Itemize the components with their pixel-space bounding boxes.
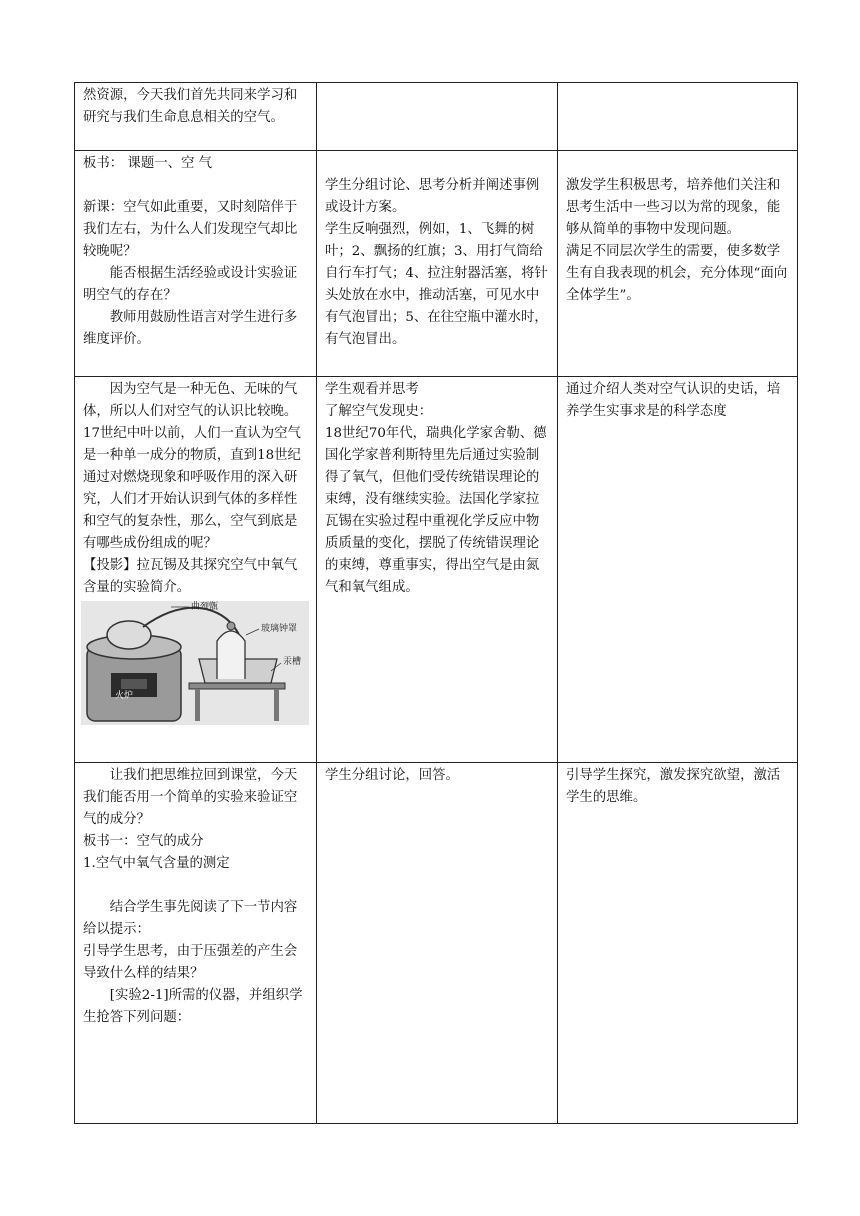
paragraph: 然资源，今天我们首先共同来学习和研究与我们生命息息相关的空气。 — [83, 88, 298, 125]
student-activity-cell — [317, 763, 558, 1124]
bell-jar-label: 玻璃钟罩 — [261, 624, 298, 634]
teacher-activity-cell — [75, 151, 317, 377]
paragraph: 学生观看并思考 — [325, 382, 419, 397]
table-row — [75, 83, 798, 151]
paragraph: 通过介绍人类对空气认识的史话，培养学生实事求是的科学态度 — [566, 382, 781, 419]
student-activity-cell — [317, 83, 558, 151]
paragraph: [实验2-1]所需的仪器，并组织学生抢答下列问题： — [83, 988, 303, 1025]
student-activity-cell — [317, 151, 558, 377]
design-intent-cell — [558, 83, 798, 151]
board-title: 板书一：空气的成分 — [83, 834, 204, 849]
teacher-activity-cell — [75, 763, 317, 1124]
retort-label: 曲颈甑 — [191, 602, 219, 612]
paragraph: 让我们把思维拉回到课堂，今天我们能否用一个简单的实验来验证空气的成分？ — [83, 768, 298, 827]
teacher-activity-cell — [75, 377, 317, 763]
design-intent-cell — [558, 763, 798, 1124]
apparatus-drawing — [81, 601, 309, 725]
board-title: 板书： 课题一、空 气 — [83, 156, 213, 171]
paragraph: 1.空气中氧气含量的测定 — [83, 856, 230, 871]
furnace-label: 火炉 — [115, 691, 134, 701]
design-intent-cell — [558, 377, 798, 763]
design-intent-cell — [558, 151, 798, 377]
paragraph: 新课：空气如此重要，又时刻陪伴于我们左右，为什么人们发现空气却比较晚呢？ — [83, 200, 298, 259]
paragraph: 因为空气是一种无色、无味的气体，所以人们对空气的认识比较晚。17世纪中叶以前，人们一直认为空气是一种单一成分的物质，直到18世纪通过对燃烧现象和呼吸作用的深入研究，人们才开始认识到气体的多样性和空气的复杂性，那么，空气到底是有哪些成份组成的呢？ — [83, 382, 301, 551]
lesson-plan-table — [74, 82, 798, 1124]
paragraph: 学生反响强烈，例如，1、飞舞的树叶；2、飘扬的红旗；3、用打气筒给自行车打气；4、拉注射器活塞，将针头处放在水中，推动活塞，可见水中有气泡冒出；5、在往空瓶中灌水时，有气泡冒出。 — [325, 222, 548, 347]
table-row — [75, 151, 798, 377]
paragraph: 教师用鼓励性语言对学生进行多维度评价。 — [83, 310, 298, 347]
paragraph: 【投影】拉瓦锡及其探究空气中氧气含量的实验简介。 — [83, 558, 298, 595]
spacer — [83, 875, 308, 897]
table-row — [75, 763, 798, 1124]
student-activity-cell — [317, 377, 558, 763]
paragraph: 满足不同层次学生的需要，使多数学生有自我表现的机会，充分体现“面向全体学生”。 — [566, 244, 788, 303]
paragraph: 能否根据生活经验或设计实验证明空气的存在？ — [83, 266, 298, 303]
paragraph: 学生分组讨论、思考分析并阐述事例或设计方案。 — [325, 178, 540, 215]
paragraph: 了解空气发现史： — [325, 404, 433, 419]
teacher-activity-cell — [75, 83, 317, 151]
paragraph: 18世纪70年代，瑞典化学家舍勒、德国化学家普利斯特里先后通过实验制得了氧气，但他们受传统错误理论的束缚，没有继续实验。法国化学家拉瓦锡在实验过程中重视化学反应中物质质量的变化，摆脱了传统错误理论的束缚，尊重事实，得出空气是由氮气和氧气组成。 — [325, 426, 547, 595]
paragraph: 结合学生事先阅读了下一节内容给以提示： — [83, 900, 298, 937]
paragraph: 学生分组讨论，回答。 — [325, 768, 459, 783]
paragraph: 引导学生探究，激发探究欲望，激活学生的思维。 — [566, 768, 781, 805]
table-row — [75, 377, 798, 763]
paragraph: 引导学生思考，由于压强差的产生会导致什么样的结果？ — [83, 944, 298, 981]
lavoisier-apparatus-figure — [81, 601, 309, 725]
paragraph: 激发学生积极思考，培养他们关注和思考生活中一些习以为常的现象，能够从简单的事物中发现问题。 — [566, 178, 781, 237]
spacer — [83, 175, 308, 197]
trough-label: 汞槽 — [283, 657, 302, 667]
